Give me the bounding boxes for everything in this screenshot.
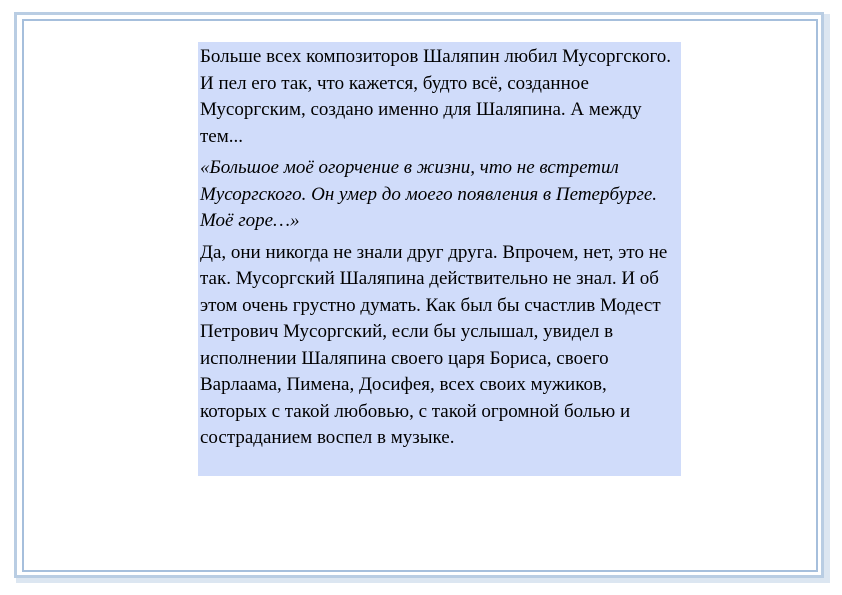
closing-paragraph: Да, они никогда не знали друг друга. Впрочем, нет, это не так. Мусоргский Шаляпина действительно не знал. И об этом очень грустно думать. Как был бы счастлив Модест Петрович Мусоргский, если бы услышал, увидел в исполнении Шаляпина своего царя Бориса, своего Варлаама, Пимена, Досифея, всех своих мужиков, которых с такой любовью, с такой огромной болью и состраданием воспел в музыке. (200, 241, 668, 448)
text-box (198, 42, 681, 476)
chaliapin-quote: «Большое моё огорчение в жизни, что не встретил Мусоргского. Он умер до моего появления в Петербурге. Моё горе…» (200, 157, 658, 231)
frame-shadow-bottom (16, 578, 830, 583)
frame-shadow-right (824, 14, 830, 582)
intro-paragraph: Больше всех композиторов Шаляпин любил Мусоргского. И пел его так, что кажется, будто всё, созданное Мусоргским, создано именно для Шаляпина. А между тем... (200, 46, 672, 147)
